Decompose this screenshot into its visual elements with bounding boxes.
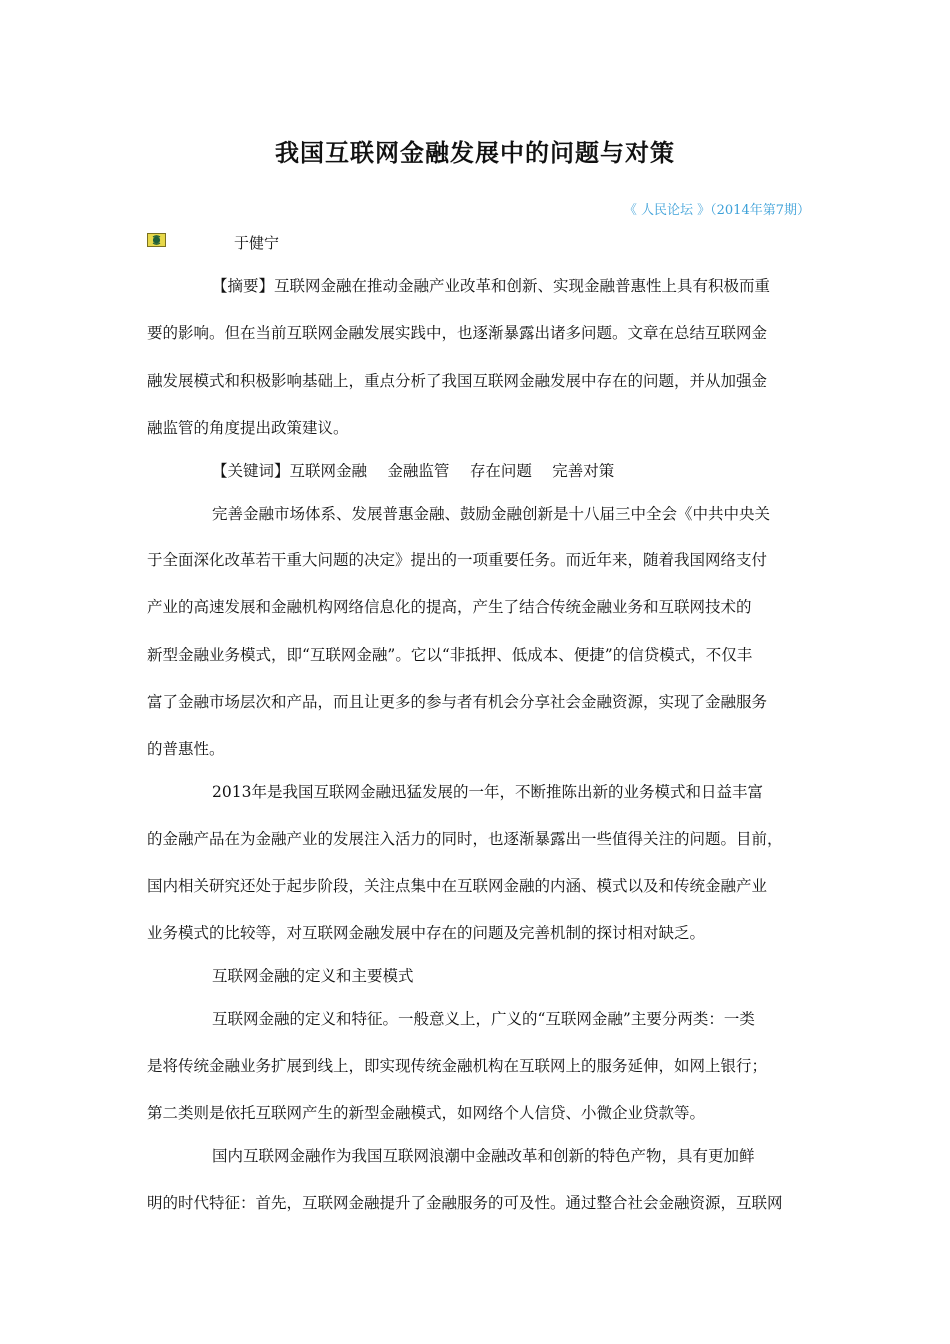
body-line: 业务模式的比较等，对互联网金融发展中存在的问题及完善机制的探讨相对缺乏。 [147, 924, 706, 942]
author-icon [147, 233, 166, 247]
abstract-line: 融监管的角度提出政策建议。 [147, 419, 349, 437]
body-line: 的普惠性。 [147, 740, 225, 758]
body-line: 富了金融市场层次和产品，而且让更多的参与者有机会分享社会金融资源，实现了金融服务 [147, 693, 768, 711]
body-line: 互联网金融的定义和特征。一般意义上，广义的“互联网金融”主要分两类：一类 [212, 1010, 755, 1028]
body-line: 第二类则是依托互联网产生的新型金融模式，如网络个人信贷、小微企业贷款等。 [147, 1104, 706, 1122]
author-name: 于健宁 [234, 234, 280, 252]
abstract-line: 要的影响。但在当前互联网金融发展实践中，也逐渐暴露出诸多问题。文章在总结互联网金 [147, 324, 768, 342]
body-line: 是将传统金融业务扩展到线上，即实现传统金融机构在互联网上的服务延伸，如网上银行； [147, 1057, 768, 1075]
abstract-line: 融发展模式和积极影响基础上，重点分析了我国互联网金融发展中存在的问题，并从加强金 [147, 372, 768, 390]
body-line: 国内相关研究还处于起步阶段，关注点集中在互联网金融的内涵、模式以及和传统金融产业 [147, 877, 768, 895]
article-title: 我国互联网金融发展中的问题与对策 [275, 138, 675, 167]
abstract-line: 【摘要】互联网金融在推动金融产业改革和创新、实现金融普惠性上具有积极而重 [212, 277, 771, 295]
body-line: 产业的高速发展和金融机构网络信息化的提高，产生了结合传统金融业务和互联网技术的 [147, 598, 752, 616]
keywords-line: 【关键词】互联网金融 金融监管 存在问题 完善对策 [212, 462, 615, 480]
body-line: 于全面深化改革若干重大问题的决定》提出的一项重要任务。而近年来，随着我国网络支付 [147, 551, 768, 569]
body-line: 的金融产品在为金融产业的发展注入活力的同时，也逐渐暴露出一些值得关注的问题。目前， [147, 830, 783, 848]
body-line: 明的时代特征：首先，互联网金融提升了金融服务的可及性。通过整合社会金融资源，互联网 [147, 1194, 783, 1212]
source-link[interactable]: 《 人民论坛 》（2014年第7期） [623, 203, 810, 218]
body-line: 国内互联网金融作为我国互联网浪潮中金融改革和创新的特色产物，具有更加鲜 [212, 1147, 755, 1165]
body-line: 新型金融业务模式，即“互联网金融”。它以“非抵押、低成本、便捷”的信贷模式，不仅丰 [147, 646, 753, 664]
section-heading: 互联网金融的定义和主要模式 [212, 967, 414, 985]
body-line: 完善金融市场体系、发展普惠金融、鼓励金融创新是十八届三中全会《中共中央关 [212, 505, 771, 523]
body-line: 2013年是我国互联网金融迅猛发展的一年，不断推陈出新的业务模式和日益丰富 [212, 783, 763, 801]
